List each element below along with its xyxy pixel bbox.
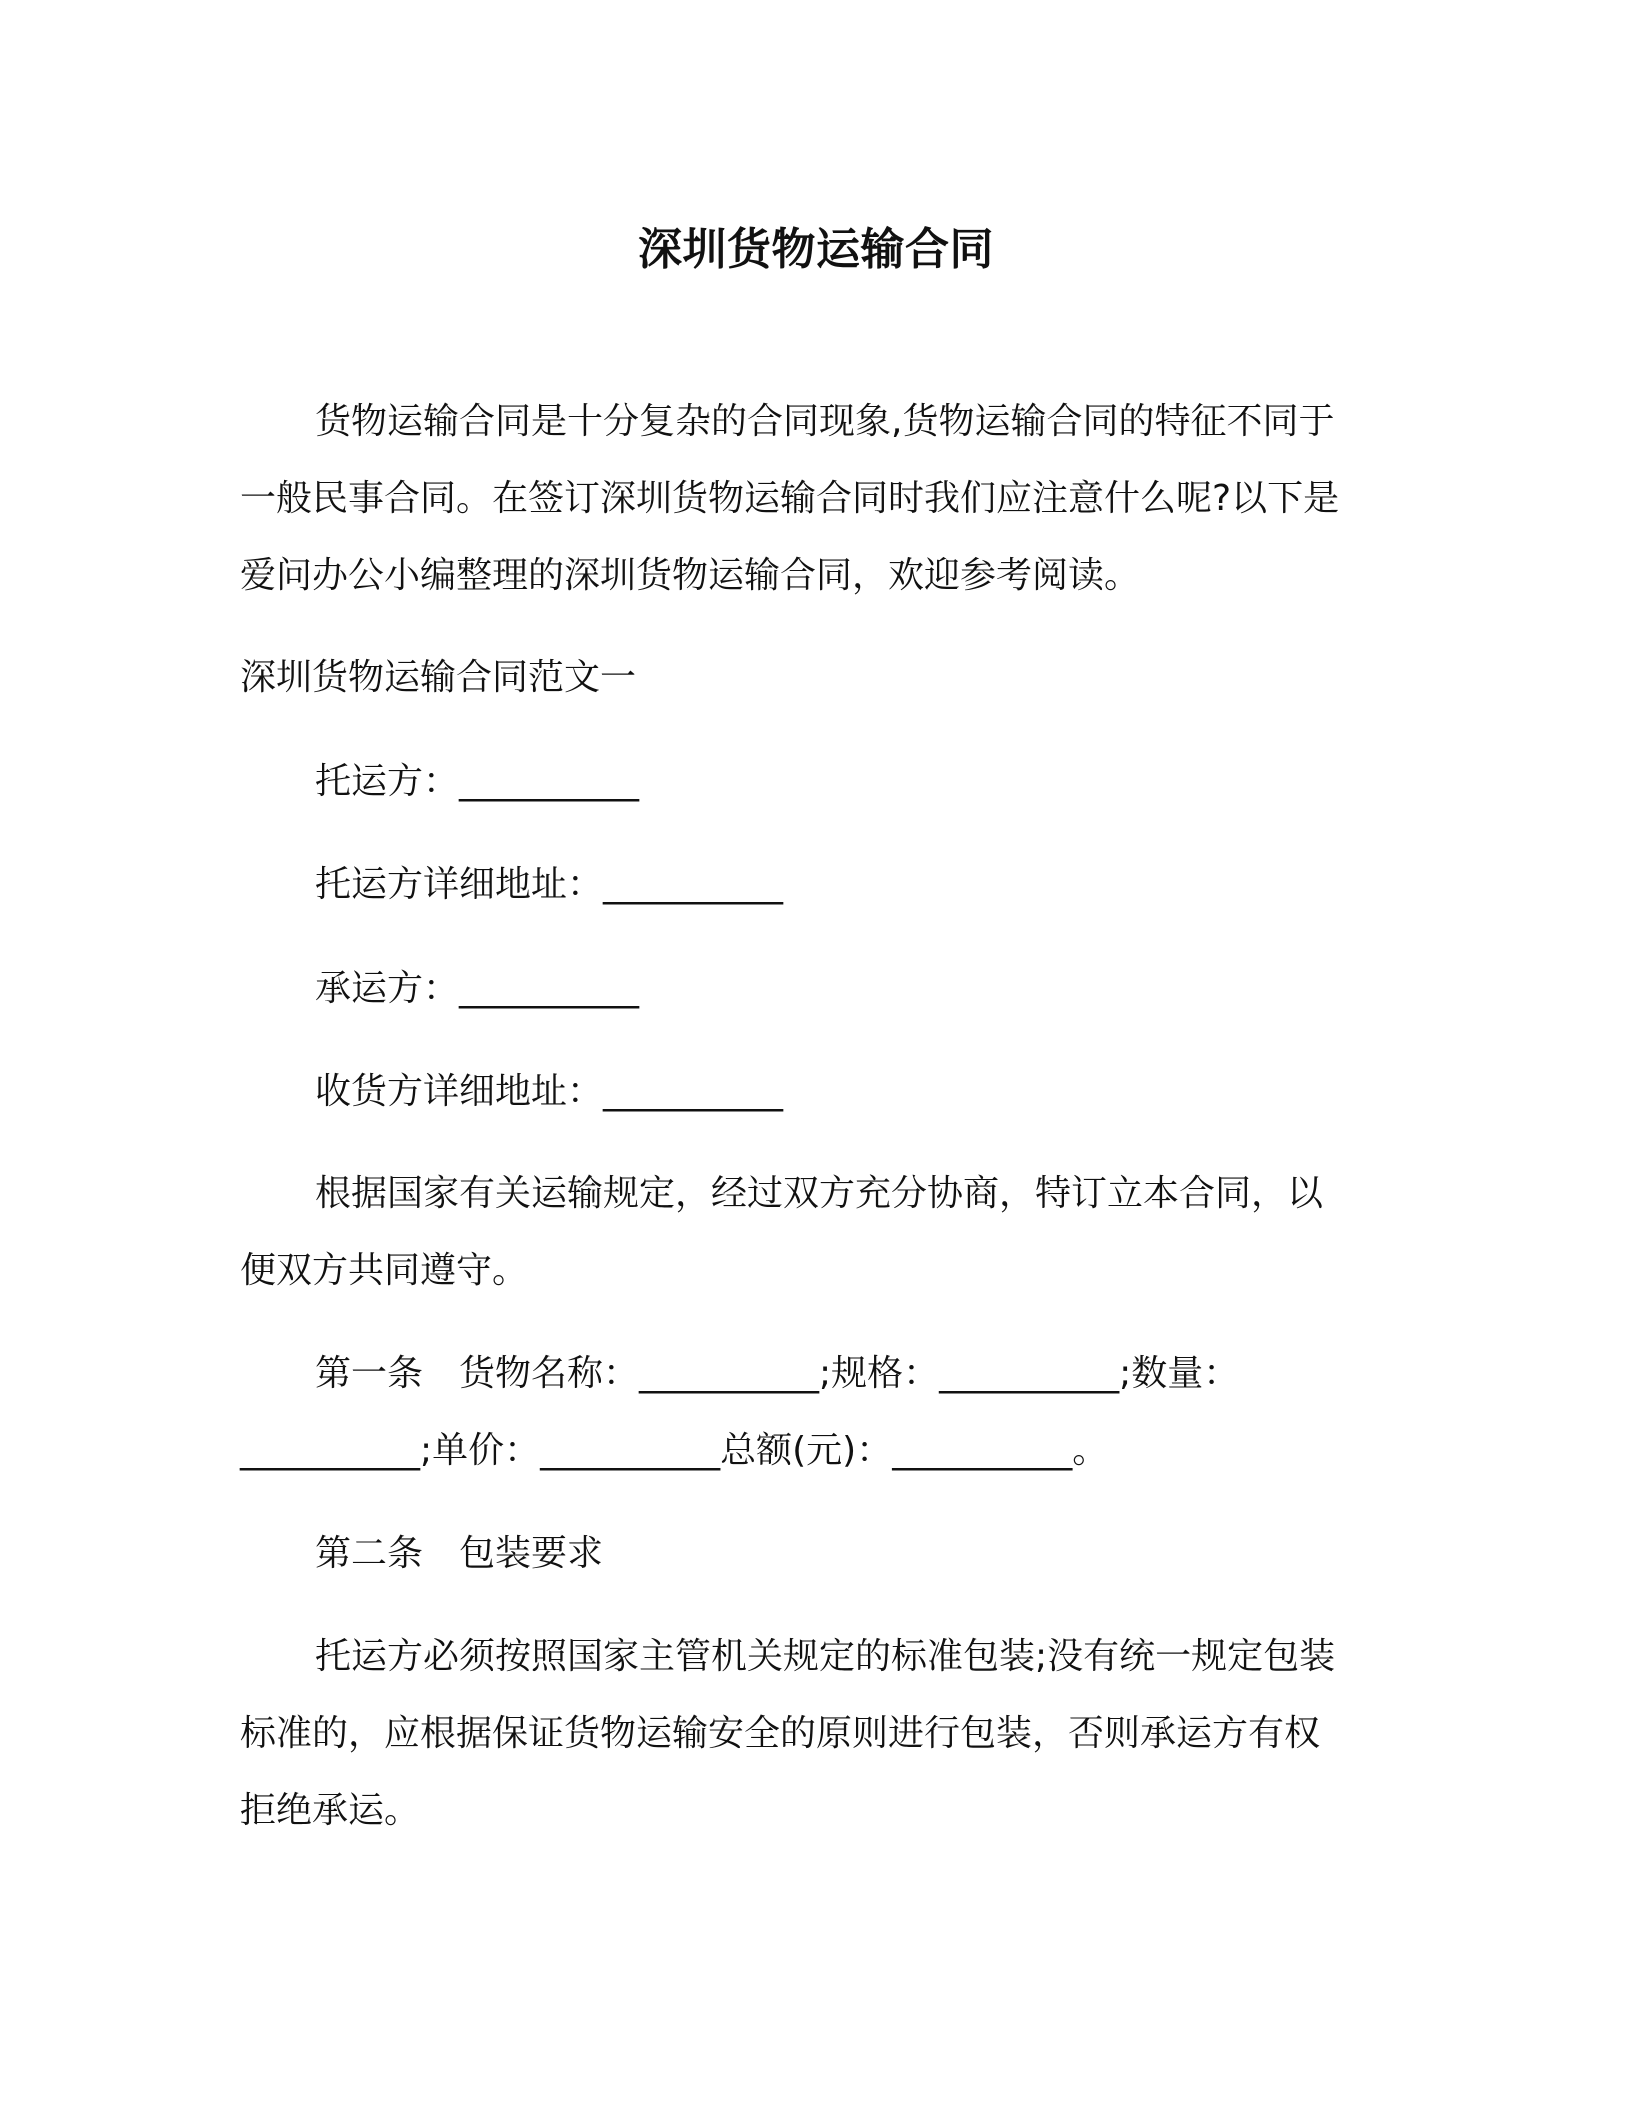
- field-carrier: 承运方：__________: [315, 968, 640, 1009]
- preamble-line-1: 根据国家有关运输规定，经过双方充分协商，特订立本合同，以: [315, 1173, 1324, 1214]
- article-2-line-1: 托运方必须按照国家主管机关规定的标准包装;没有统一规定包装: [315, 1636, 1336, 1677]
- field-shipper-address: 托运方详细地址：__________: [315, 864, 784, 905]
- article-2-line-2: 标准的，应根据保证货物运输安全的原则进行包装，否则承运方有权: [240, 1713, 1321, 1754]
- intro-line-2: 一般民事合同。在签订深圳货物运输合同时我们应注意什么呢?以下是: [240, 478, 1340, 519]
- article-2-line-3: 拒绝承运。: [240, 1790, 421, 1831]
- field-shipper: 托运方：__________: [315, 761, 640, 802]
- section-heading: 深圳货物运输合同范文一: [240, 657, 637, 698]
- document-title: 深圳货物运输合同: [638, 224, 994, 275]
- field-consignee-address: 收货方详细地址：__________: [315, 1071, 784, 1112]
- preamble-line-2: 便双方共同遵守。: [240, 1250, 529, 1291]
- article-1-line-1: 第一条 货物名称：__________;规格：__________;数量：: [315, 1353, 1240, 1394]
- article-1-line-2: __________;单价：__________总额(元)：__________。: [240, 1430, 1109, 1471]
- intro-line-1: 货物运输合同是十分复杂的合同现象,货物运输合同的特征不同于: [315, 401, 1335, 442]
- intro-line-3: 爱问办公小编整理的深圳货物运输合同，欢迎参考阅读。: [240, 555, 1141, 596]
- article-2-heading: 第二条 包装要求: [315, 1533, 604, 1574]
